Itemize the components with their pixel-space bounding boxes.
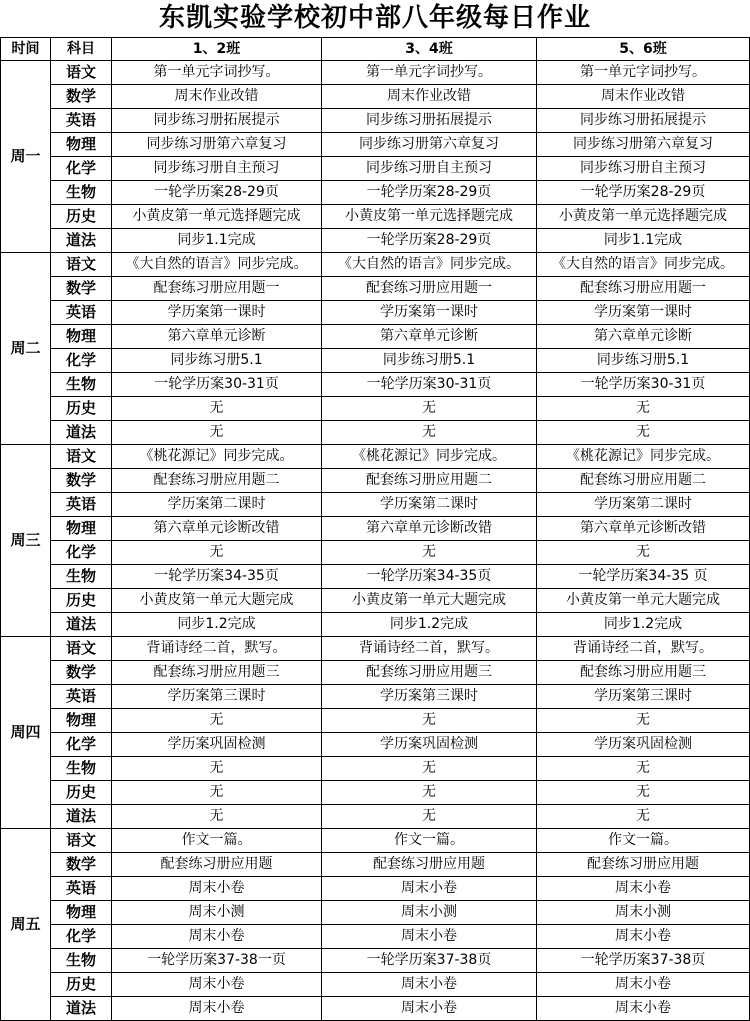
day-label: 周五 (1, 829, 51, 1021)
table-row (1, 61, 750, 85)
class-1-2-cell: 无 (112, 541, 322, 565)
table-row (1, 469, 750, 493)
table-row (1, 589, 750, 613)
class-5-6-cell: 《桃花源记》同步完成。 (537, 445, 750, 469)
table-row (1, 133, 750, 157)
subject-cell: 生物 (51, 565, 112, 589)
class-5-6-cell: 一轮学历案30-31页 (537, 373, 750, 397)
class-3-4-cell: 学历案第一课时 (322, 301, 537, 325)
class-5-6-cell: 小黄皮第一单元选择题完成 (537, 205, 750, 229)
class-1-2-cell: 配套练习册应用题 (112, 853, 322, 877)
class-3-4-cell: 无 (322, 709, 537, 733)
subject-cell: 语文 (51, 637, 112, 661)
class-1-2-cell: 一轮学历案28-29页 (112, 181, 322, 205)
class-5-6-cell: 周末小测 (537, 901, 750, 925)
class-5-6-cell: 一轮学历案34-35 页 (537, 565, 750, 589)
table-row (1, 565, 750, 589)
header-row (1, 38, 750, 61)
class-5-6-cell: 周末小卷 (537, 925, 750, 949)
class-1-2-cell: 第六章单元诊断 (112, 325, 322, 349)
class-1-2-cell: 无 (112, 757, 322, 781)
class-1-2-cell: 同步练习册5.1 (112, 349, 322, 373)
class-3-4-cell: 学历案第三课时 (322, 685, 537, 709)
class-3-4-cell: 周末小卷 (322, 973, 537, 997)
subject-cell: 道法 (51, 997, 112, 1021)
class-1-2-cell: 学历案第一课时 (112, 301, 322, 325)
subject-cell: 化学 (51, 925, 112, 949)
class-3-4-cell: 周末小测 (322, 901, 537, 925)
class-3-4-cell: 周末小卷 (322, 877, 537, 901)
class-3-4-cell: 配套练习册应用题三 (322, 661, 537, 685)
class-1-2-cell: 周末小卷 (112, 997, 322, 1021)
subject-cell: 物理 (51, 517, 112, 541)
class-5-6-cell: 周末小卷 (537, 997, 750, 1021)
class-1-2-cell: 同步1.1完成 (112, 229, 322, 253)
class-3-4-cell: 无 (322, 781, 537, 805)
table-row (1, 85, 750, 109)
class-5-6-cell: 无 (537, 397, 750, 421)
class-1-2-cell: 无 (112, 781, 322, 805)
class-1-2-cell: 同步练习册第六章复习 (112, 133, 322, 157)
table-row (1, 973, 750, 997)
class-5-6-cell: 同步练习册第六章复习 (537, 133, 750, 157)
class-3-4-cell: 周末小卷 (322, 925, 537, 949)
class-1-2-cell: 一轮学历案37-38一页 (112, 949, 322, 973)
class-3-4-cell: 无 (322, 541, 537, 565)
subject-cell: 语文 (51, 829, 112, 853)
subject-cell: 英语 (51, 109, 112, 133)
class-5-6-cell: 配套练习册应用题三 (537, 661, 750, 685)
subject-cell: 生物 (51, 757, 112, 781)
class-5-6-cell: 无 (537, 421, 750, 445)
class-5-6-cell: 同步练习册拓展提示 (537, 109, 750, 133)
class-3-4-cell: 无 (322, 805, 537, 829)
class-5-6-cell: 背诵诗经二首，默写。 (537, 637, 750, 661)
class-3-4-cell: 同步练习册自主预习 (322, 157, 537, 181)
class-5-6-cell: 第六章单元诊断 (537, 325, 750, 349)
subject-cell: 数学 (51, 277, 112, 301)
homework-table (0, 37, 750, 1021)
class-5-6-cell: 学历案巩固检测 (537, 733, 750, 757)
table-row (1, 301, 750, 325)
subject-cell: 语文 (51, 253, 112, 277)
subject-cell: 历史 (51, 589, 112, 613)
class-1-2-cell: 小黄皮第一单元选择题完成 (112, 205, 322, 229)
subject-cell: 数学 (51, 661, 112, 685)
table-row (1, 709, 750, 733)
class-3-4-cell: 周末作业改错 (322, 85, 537, 109)
class-5-6-cell: 周末小卷 (537, 973, 750, 997)
subject-cell: 道法 (51, 421, 112, 445)
page-title: 东凯实验学校初中部八年级每日作业 (158, 3, 591, 33)
table-row (1, 949, 750, 973)
class-5-6-cell: 周末作业改错 (537, 85, 750, 109)
table-row (1, 205, 750, 229)
table-row (1, 373, 750, 397)
table-row (1, 877, 750, 901)
class-3-4-cell: 无 (322, 421, 537, 445)
class-1-2-cell: 周末小卷 (112, 973, 322, 997)
class-1-2-cell: 背诵诗经二首，默写。 (112, 637, 322, 661)
class-1-2-cell: 同步练习册拓展提示 (112, 109, 322, 133)
subject-cell: 化学 (51, 733, 112, 757)
class-3-4-cell: 作文一篇。 (322, 829, 537, 853)
subject-cell: 物理 (51, 901, 112, 925)
class-3-4-cell: 无 (322, 757, 537, 781)
class-1-2-cell: 周末小卷 (112, 925, 322, 949)
subject-cell: 生物 (51, 181, 112, 205)
class-1-2-cell: 小黄皮第一单元大题完成 (112, 589, 322, 613)
table-row (1, 613, 750, 637)
subject-cell: 道法 (51, 613, 112, 637)
subject-cell: 历史 (51, 781, 112, 805)
class-3-4-cell: 小黄皮第一单元选择题完成 (322, 205, 537, 229)
table-row (1, 853, 750, 877)
class-5-6-cell: 小黄皮第一单元大题完成 (537, 589, 750, 613)
class-3-4-cell: 配套练习册应用题 (322, 853, 537, 877)
subject-cell: 英语 (51, 301, 112, 325)
subject-cell: 物理 (51, 133, 112, 157)
class-1-2-cell: 周末作业改错 (112, 85, 322, 109)
subject-cell: 道法 (51, 229, 112, 253)
class-3-4-cell: 第六章单元诊断 (322, 325, 537, 349)
subject-cell: 英语 (51, 493, 112, 517)
subject-cell: 数学 (51, 85, 112, 109)
subject-cell: 英语 (51, 685, 112, 709)
table-row (1, 157, 750, 181)
class-1-2-cell: 一轮学历案34-35页 (112, 565, 322, 589)
subject-cell: 化学 (51, 541, 112, 565)
table-row (1, 637, 750, 661)
class-5-6-cell: 学历案第一课时 (537, 301, 750, 325)
class-3-4-cell: 第六章单元诊断改错 (322, 517, 537, 541)
table-row (1, 757, 750, 781)
class-5-6-cell: 同步练习册5.1 (537, 349, 750, 373)
table-row (1, 829, 750, 853)
class-3-4-cell: 小黄皮第一单元大题完成 (322, 589, 537, 613)
table-row (1, 253, 750, 277)
class-3-4-cell: 一轮学历案34-35页 (322, 565, 537, 589)
subject-cell: 化学 (51, 349, 112, 373)
class-3-4-cell: 一轮学历案30-31页 (322, 373, 537, 397)
header-class-5-6: 5、6班 (537, 38, 750, 61)
class-1-2-cell: 学历案第三课时 (112, 685, 322, 709)
class-5-6-cell: 学历案第二课时 (537, 493, 750, 517)
class-5-6-cell: 同步1.1完成 (537, 229, 750, 253)
table-row (1, 181, 750, 205)
table-row (1, 925, 750, 949)
table-row (1, 541, 750, 565)
class-5-6-cell: 配套练习册应用题一 (537, 277, 750, 301)
class-1-2-cell: 一轮学历案30-31页 (112, 373, 322, 397)
class-1-2-cell: 无 (112, 709, 322, 733)
table-row (1, 349, 750, 373)
class-5-6-cell: 作文一篇。 (537, 829, 750, 853)
class-5-6-cell: 无 (537, 781, 750, 805)
class-3-4-cell: 背诵诗经二首，默写。 (322, 637, 537, 661)
class-3-4-cell: 一轮学历案28-29页 (322, 181, 537, 205)
day-label: 周三 (1, 445, 51, 637)
table-row (1, 661, 750, 685)
subject-cell: 历史 (51, 205, 112, 229)
table-row (1, 997, 750, 1021)
class-3-4-cell: 同步练习册第六章复习 (322, 133, 537, 157)
header-subject: 科目 (51, 38, 112, 61)
class-1-2-cell: 《桃花源记》同步完成。 (112, 445, 322, 469)
class-3-4-cell: 配套练习册应用题一 (322, 277, 537, 301)
class-1-2-cell: 第一单元字词抄写。 (112, 61, 322, 85)
class-1-2-cell: 第六章单元诊断改错 (112, 517, 322, 541)
class-5-6-cell: 同步练习册自主预习 (537, 157, 750, 181)
class-3-4-cell: 同步1.2完成 (322, 613, 537, 637)
class-1-2-cell: 配套练习册应用题二 (112, 469, 322, 493)
class-5-6-cell: 配套练习册应用题 (537, 853, 750, 877)
class-5-6-cell: 第六章单元诊断改错 (537, 517, 750, 541)
class-3-4-cell: 《大自然的语言》同步完成。 (322, 253, 537, 277)
class-5-6-cell: 无 (537, 757, 750, 781)
subject-cell: 语文 (51, 445, 112, 469)
table-row (1, 493, 750, 517)
class-1-2-cell: 无 (112, 421, 322, 445)
table-row (1, 685, 750, 709)
class-1-2-cell: 作文一篇。 (112, 829, 322, 853)
class-5-6-cell: 同步1.2完成 (537, 613, 750, 637)
table-row (1, 229, 750, 253)
class-3-4-cell: 无 (322, 397, 537, 421)
class-5-6-cell: 配套练习册应用题二 (537, 469, 750, 493)
day-label: 周二 (1, 253, 51, 445)
class-3-4-cell: 学历案第二课时 (322, 493, 537, 517)
class-5-6-cell: 一轮学历案37-38页 (537, 949, 750, 973)
subject-cell: 生物 (51, 949, 112, 973)
class-1-2-cell: 配套练习册应用题一 (112, 277, 322, 301)
subject-cell: 生物 (51, 373, 112, 397)
header-class-3-4: 3、4班 (322, 38, 537, 61)
header-class-1-2: 1、2班 (112, 38, 322, 61)
day-label: 周四 (1, 637, 51, 829)
subject-cell: 物理 (51, 325, 112, 349)
class-1-2-cell: 周末小卷 (112, 877, 322, 901)
class-5-6-cell: 《大自然的语言》同步完成。 (537, 253, 750, 277)
subject-cell: 化学 (51, 157, 112, 181)
table-row (1, 901, 750, 925)
class-5-6-cell: 无 (537, 805, 750, 829)
subject-cell: 物理 (51, 709, 112, 733)
class-5-6-cell: 学历案第三课时 (537, 685, 750, 709)
subject-cell: 数学 (51, 853, 112, 877)
table-row (1, 517, 750, 541)
header-time: 时间 (1, 38, 51, 61)
subject-cell: 英语 (51, 877, 112, 901)
table-row (1, 277, 750, 301)
class-1-2-cell: 配套练习册应用题三 (112, 661, 322, 685)
subject-cell: 语文 (51, 61, 112, 85)
class-3-4-cell: 一轮学历案28-29页 (322, 229, 537, 253)
class-3-4-cell: 同步练习册5.1 (322, 349, 537, 373)
class-5-6-cell: 无 (537, 709, 750, 733)
class-1-2-cell: 无 (112, 805, 322, 829)
table-row (1, 445, 750, 469)
class-1-2-cell: 同步1.2完成 (112, 613, 322, 637)
subject-cell: 道法 (51, 805, 112, 829)
class-1-2-cell: 周末小测 (112, 901, 322, 925)
class-1-2-cell: 《大自然的语言》同步完成。 (112, 253, 322, 277)
subject-cell: 数学 (51, 469, 112, 493)
class-1-2-cell: 同步练习册自主预习 (112, 157, 322, 181)
class-5-6-cell: 无 (537, 541, 750, 565)
table-row (1, 733, 750, 757)
class-1-2-cell: 学历案第二课时 (112, 493, 322, 517)
class-3-4-cell: 第一单元字词抄写。 (322, 61, 537, 85)
table-row (1, 109, 750, 133)
day-label: 周一 (1, 61, 51, 253)
class-3-4-cell: 同步练习册拓展提示 (322, 109, 537, 133)
table-row (1, 421, 750, 445)
class-5-6-cell: 一轮学历案28-29页 (537, 181, 750, 205)
subject-cell: 历史 (51, 397, 112, 421)
class-3-4-cell: 学历案巩固检测 (322, 733, 537, 757)
table-row (1, 781, 750, 805)
table-row (1, 397, 750, 421)
class-1-2-cell: 学历案巩固检测 (112, 733, 322, 757)
class-5-6-cell: 第一单元字词抄写。 (537, 61, 750, 85)
table-row (1, 805, 750, 829)
class-1-2-cell: 无 (112, 397, 322, 421)
class-3-4-cell: 《桃花源记》同步完成。 (322, 445, 537, 469)
subject-cell: 历史 (51, 973, 112, 997)
class-3-4-cell: 周末小卷 (322, 997, 537, 1021)
class-3-4-cell: 一轮学历案37-38页 (322, 949, 537, 973)
class-5-6-cell: 周末小卷 (537, 877, 750, 901)
class-3-4-cell: 配套练习册应用题二 (322, 469, 537, 493)
table-row (1, 325, 750, 349)
